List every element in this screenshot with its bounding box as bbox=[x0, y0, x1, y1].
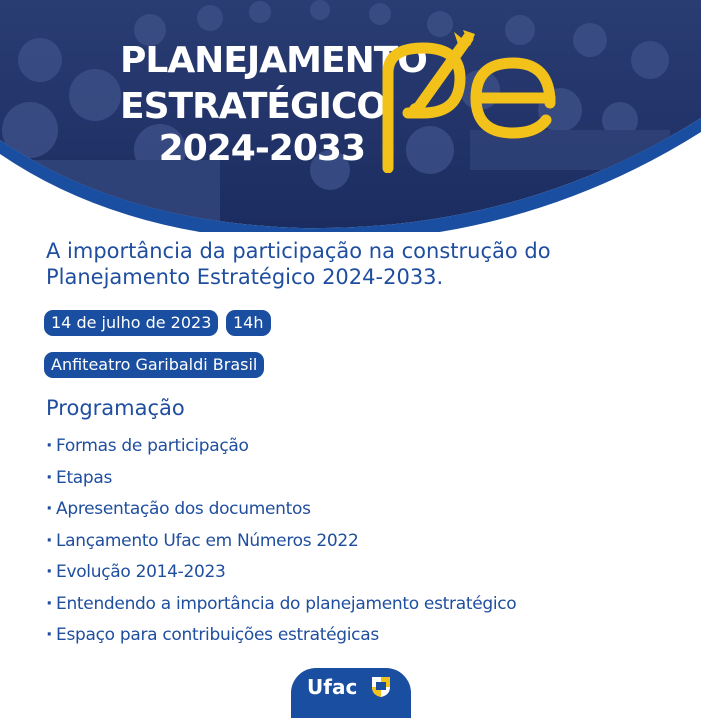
bullet-icon: · bbox=[46, 467, 53, 488]
bullet-icon: · bbox=[46, 625, 53, 645]
ufac-shield-icon bbox=[371, 676, 391, 698]
bullet-icon: · bbox=[46, 530, 53, 551]
bullet-icon: · bbox=[46, 593, 53, 614]
program-item-label: Etapas bbox=[56, 467, 113, 488]
program-list bbox=[46, 433, 516, 654]
header-banner bbox=[0, 0, 701, 232]
program-item bbox=[46, 496, 516, 528]
title-line-2: ESTRATÉGICO bbox=[120, 86, 386, 127]
program-item bbox=[46, 465, 516, 497]
venue-badge: Anfiteatro Garibaldi Brasil bbox=[44, 352, 264, 378]
title-line-3: 2024-2033 bbox=[158, 128, 365, 169]
bullet-icon: · bbox=[46, 499, 53, 519]
program-item bbox=[46, 528, 516, 560]
pe-logo-icon bbox=[378, 28, 558, 173]
program-item-label: Evolução 2014-2023 bbox=[56, 562, 226, 582]
date-badge: 14 de julho de 2023 bbox=[44, 310, 218, 336]
program-item-label: Formas de participação bbox=[56, 436, 249, 456]
bullet-icon: · bbox=[46, 436, 53, 456]
program-item bbox=[46, 559, 516, 591]
program-item-label: Espaço para contribuições estratégicas bbox=[56, 625, 379, 645]
bullet-icon: · bbox=[46, 562, 53, 582]
ufac-wordmark: Ufac bbox=[307, 675, 358, 699]
program-item bbox=[46, 622, 516, 654]
title-line-1: PLANEJAMENTO bbox=[120, 40, 427, 81]
program-item bbox=[46, 591, 516, 623]
program-item-label: Entendendo a importância do planejamento estratégico bbox=[56, 593, 517, 614]
headline: A importância da participação na construção do Planejamento Estratégico 2024-2033. bbox=[46, 239, 551, 289]
program-item-label: Apresentação dos documentos bbox=[56, 499, 311, 519]
program-item-label: Lançamento Ufac em Números 2022 bbox=[56, 530, 359, 551]
program-title: Programação bbox=[46, 396, 185, 420]
ufac-logo bbox=[291, 668, 411, 718]
time-badge: 14h bbox=[226, 310, 271, 336]
program-item bbox=[46, 433, 516, 465]
